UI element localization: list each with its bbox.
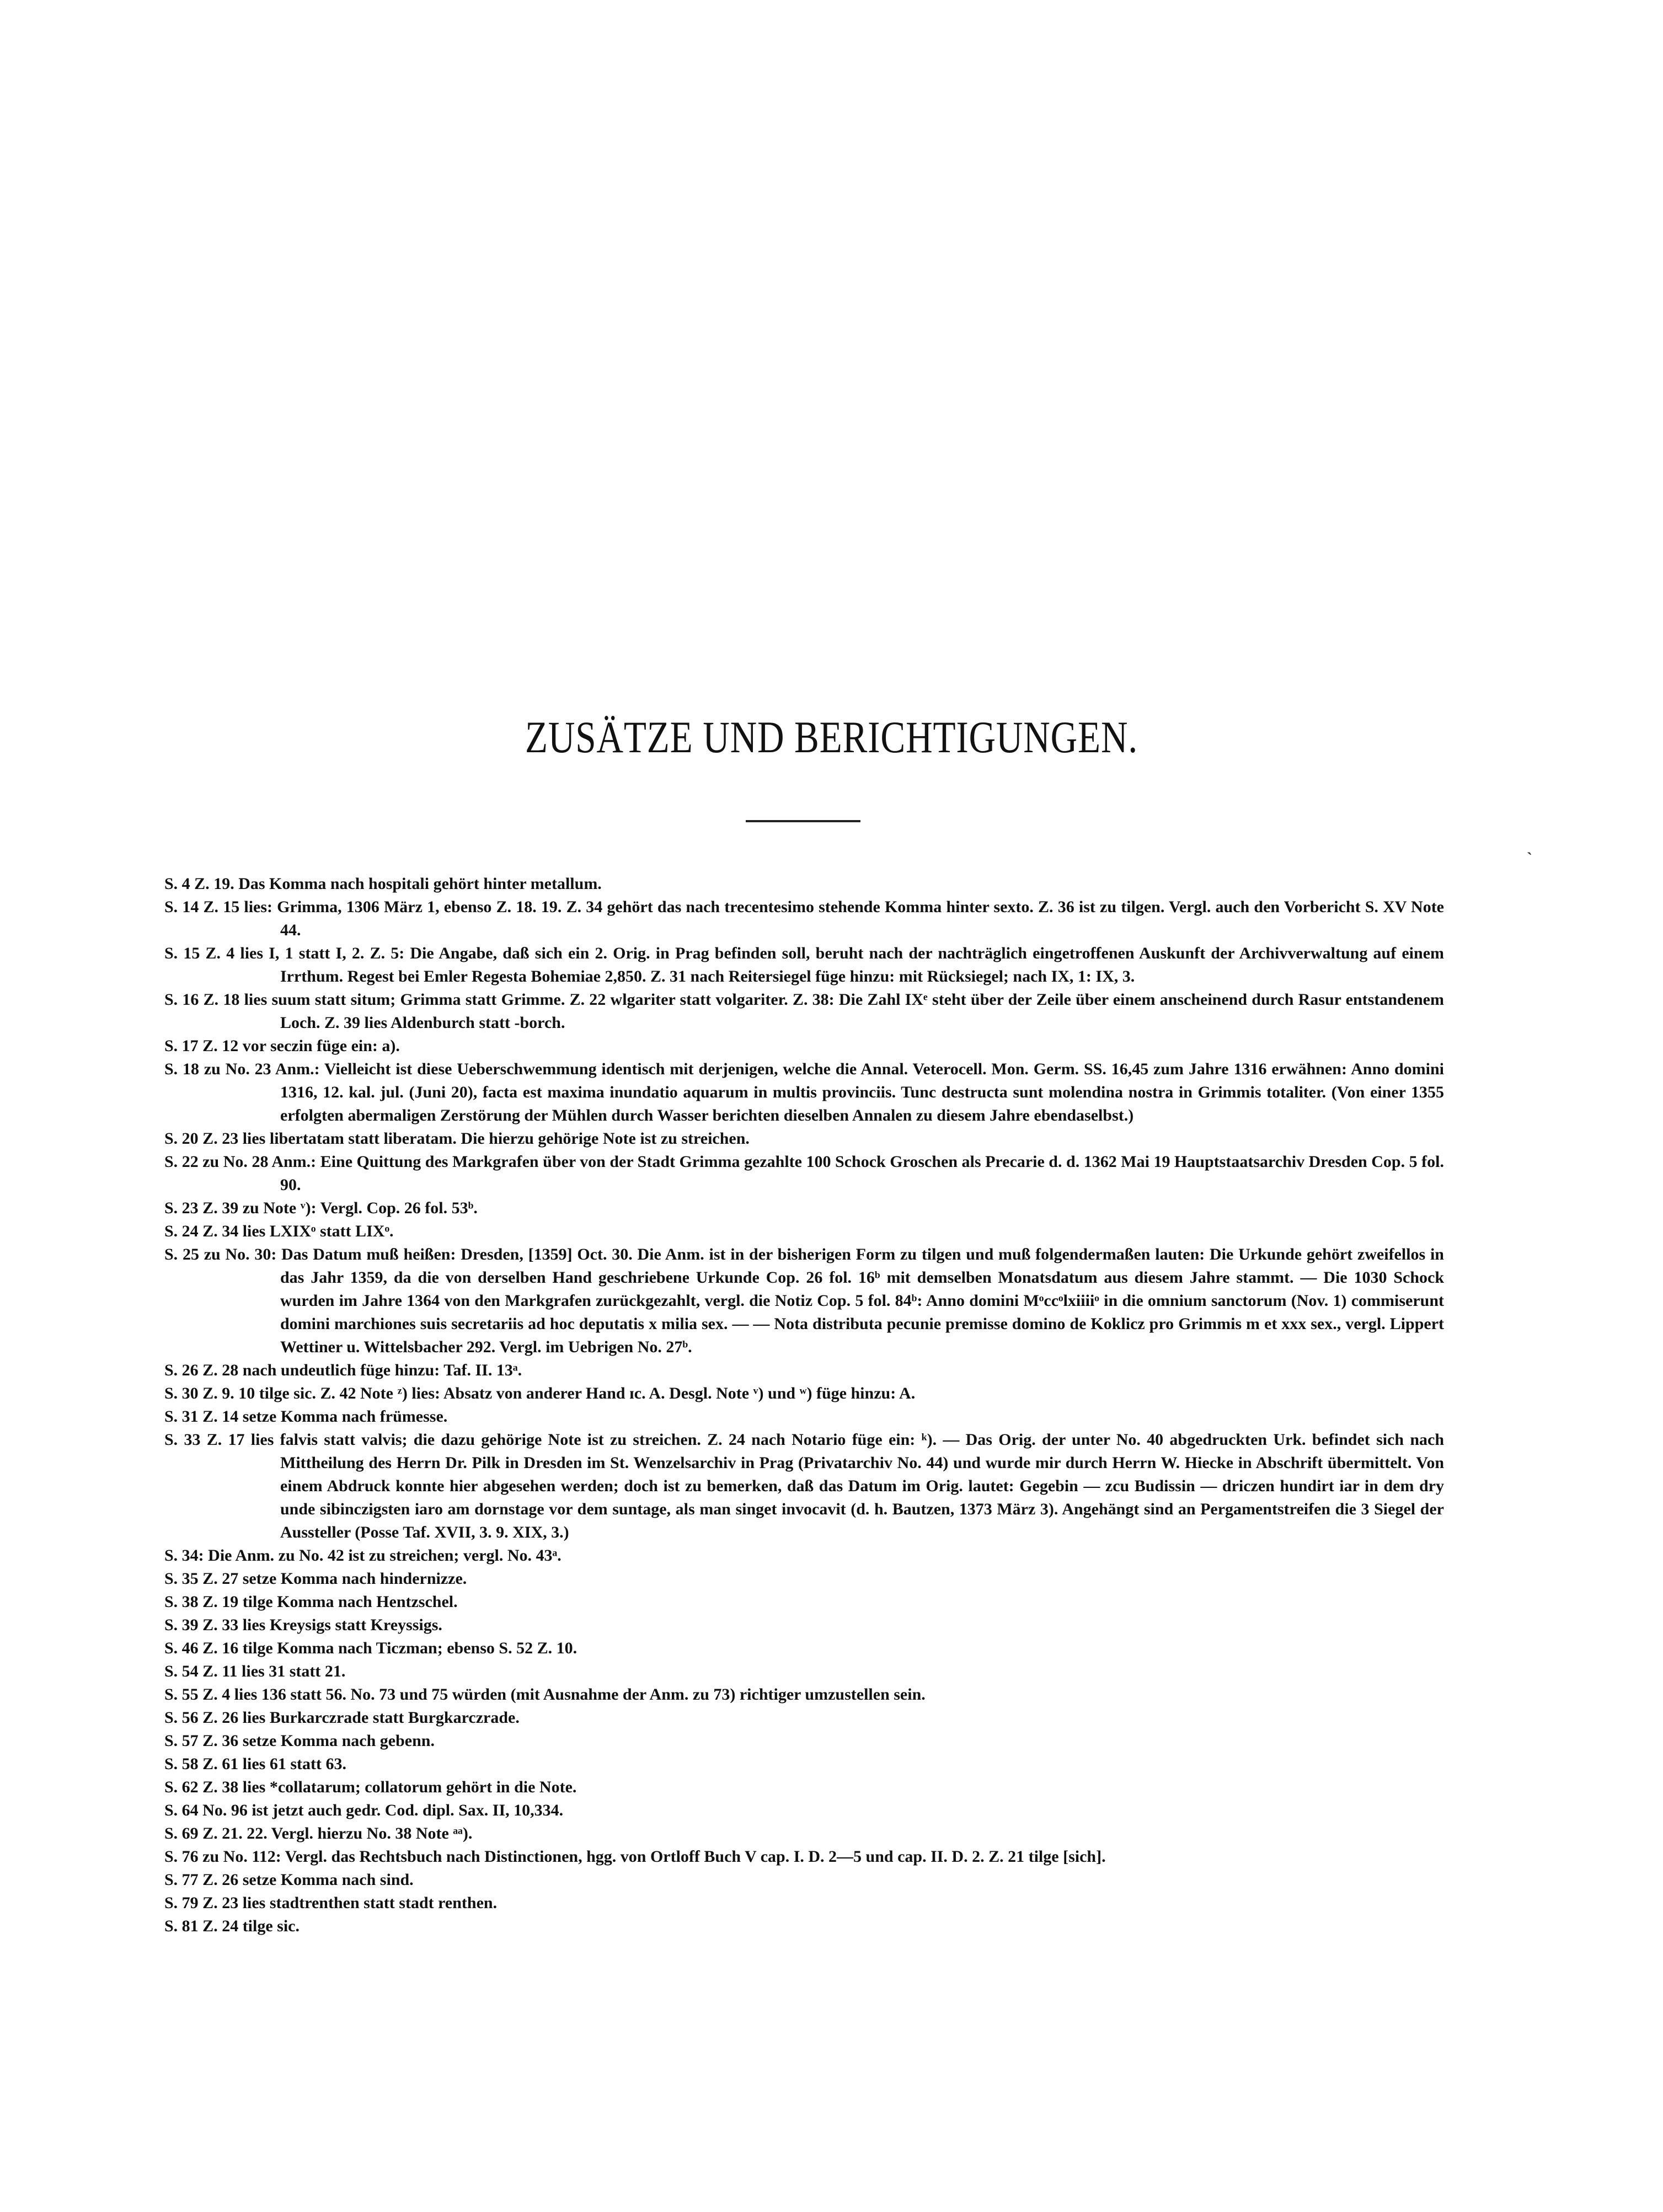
correction-entry [164, 1868, 1444, 1892]
correction-text: S. 4 Z. 19. Das Komma nach hospitali gehört hinter metallum. [164, 875, 602, 893]
correction-entry [164, 1035, 1444, 1058]
correction-text: S. 69 Z. 21. 22. Vergl. hierzu No. 38 Note ᵃᵃ). [164, 1824, 473, 1843]
correction-text: S. 58 Z. 61 lies 61 statt 63. [164, 1755, 346, 1773]
correction-entry [164, 1127, 1444, 1150]
correction-text: S. 56 Z. 26 lies Burkarczrade statt Burgkarczrade. [164, 1708, 520, 1727]
correction-entry [164, 1197, 1444, 1220]
correction-text: S. 26 Z. 28 nach undeutlich füge hinzu: Taf. II. 13ᵃ. [164, 1361, 522, 1379]
correction-text: S. 16 Z. 18 lies suum statt situm; Grimma statt Grimme. Z. 22 wlgariter statt volgariter. Z. 38: Die Zahl IXᵉ steht über der Zeile über einem anscheinend durch Rasur entstandenem Loch. Z. 39 lies Aldenburch statt -borch. [164, 990, 1444, 1032]
correction-entry [164, 1683, 1444, 1706]
correction-entry [164, 1150, 1444, 1197]
correction-entry [164, 1753, 1444, 1776]
correction-text: S. 38 Z. 19 tilge Komma nach Hentzschel. [164, 1593, 458, 1611]
correction-text: S. 15 Z. 4 lies I, 1 statt I, 2. Z. 5: Die Angabe, daß sich ein 2. Orig. in Prag befinden soll, beruht nach der nachträglich eingetroffenen Auskunft der Archivverwaltung auf einem Irrthum. Regest bei Emler Regesta Bohemiae 2,850. Z. 31 nach Reitersiegel füge hinzu: mit Rücksiegel; nach IX, 1: IX, 3. [164, 944, 1444, 986]
correction-entry [164, 896, 1444, 942]
correction-entry [164, 1892, 1444, 1915]
correction-entry [164, 942, 1444, 988]
correction-text: S. 46 Z. 16 tilge Komma nach Ticzman; ebenso S. 52 Z. 10. [164, 1639, 577, 1657]
title-divider [746, 820, 860, 822]
correction-text: S. 77 Z. 26 setze Komma nach sind. [164, 1871, 414, 1889]
correction-text: S. 30 Z. 9. 10 tilge sic. Z. 42 Note ᶻ) lies: Absatz von anderer Hand ɪc. A. Desgl. Note ᵛ) und ʷ) füge hinzu: A. [164, 1384, 916, 1402]
page-title: ZUSÄTZE UND BERICHTIGUNGEN. [525, 712, 1138, 762]
correction-entry [164, 1729, 1444, 1753]
correction-entry [164, 1544, 1444, 1567]
correction-text: S. 39 Z. 33 lies Kreysigs statt Kreyssigs. [164, 1616, 442, 1634]
correction-text: S. 25 zu No. 30: Das Datum muß heißen: Dresden, [1359] Oct. 30. Die Anm. ist in der bisherigen Form zu tilgen und muß folgendermaßen lauten: Die Urkunde gehört zweifellos in das Jahr 1359, da die von derselben Hand geschriebene Urkunde Cop. 26 fol. 16ᵇ mit demselben Monatsdatum aus diesem Jahre stammt. — Die 1030 Schock wurden im Jahre 1364 von den Markgrafen zurückgezahlt, vergl. die Notiz Cop. 5 fol. 84ᵇ: Anno domini Mᵒccᵒlxiiiiᵒ in die omnium sanctorum (Nov. 1) commiserunt domini marchiones suis secretariis ad hoc deputatis x milia sex. — — Nota distributa pecunie premisse domino de Koklicz pro Grimmis m et xxx sex., vergl. Lippert Wettiner u. Wittelsbacher 292. Vergl. im Uebrigen No. 27ᵇ. [164, 1245, 1444, 1356]
correction-text: S. 34: Die Anm. zu No. 42 ist zu streichen; vergl. No. 43ᵃ. [164, 1546, 562, 1565]
correction-entry [164, 1405, 1444, 1428]
correction-entry [164, 1822, 1444, 1845]
correction-text: S. 14 Z. 15 lies: Grimma, 1306 März 1, ebenso Z. 18. 19. Z. 34 gehört das nach trecentesimo stehende Komma hinter sexto. Z. 36 ist zu tilgen. Vergl. auch den Vorbericht S. XV Note 44. [164, 898, 1444, 939]
correction-entry [164, 1614, 1444, 1637]
correction-text: S. 20 Z. 23 lies libertatam statt liberatam. Die hierzu gehörige Note ist zu streichen. [164, 1129, 750, 1148]
correction-text: S. 55 Z. 4 lies 136 statt 56. No. 73 und 75 würden (mit Ausnahme der Anm. zu 73) richtiger umzustellen sein. [164, 1685, 926, 1704]
correction-entry [164, 872, 1444, 896]
correction-text: S. 79 Z. 23 lies stadtrenthen statt stadt renthen. [164, 1894, 498, 1912]
correction-text: S. 81 Z. 24 tilge sic. [164, 1917, 300, 1935]
correction-text: S. 23 Z. 39 zu Note ᵛ): Vergl. Cop. 26 fol. 53ᵇ. [164, 1199, 478, 1217]
scan-speck: ` [1527, 849, 1532, 867]
correction-entry [164, 1567, 1444, 1590]
correction-text: S. 64 No. 96 ist jetzt auch gedr. Cod. dipl. Sax. II, 10,334. [164, 1801, 564, 1819]
correction-text: S. 17 Z. 12 vor seczin füge ein: a). [164, 1037, 400, 1055]
correction-entry [164, 1243, 1444, 1359]
corrections-list [164, 872, 1444, 1938]
correction-entry [164, 1845, 1444, 1868]
correction-entry [164, 1706, 1444, 1729]
correction-text: S. 54 Z. 11 lies 31 statt 21. [164, 1662, 346, 1680]
correction-entry [164, 1428, 1444, 1544]
correction-entry [164, 1382, 1444, 1405]
correction-text: S. 62 Z. 38 lies *collatarum; collatorum gehört in die Note. [164, 1778, 577, 1796]
correction-text: S. 33 Z. 17 lies falvis statt valvis; die dazu gehörige Note ist zu streichen. Z. 24 nach Notario füge ein: ᵏ). — Das Orig. der unter No. 40 abgedruckten Urk. befindet sich nach Mittheilung des Herrn Dr. Pilk in Dresden im St. Wenzelsarchiv in Prag (Privatarchiv No. 44) und wurde mir durch Herrn W. Hiecke in Abschrift übermittelt. Von einem Abdruck konnte hier abgesehen werden; doch ist zu bemerken, daß das Datum im Orig. lautet: Gegebin — zcu Budissin — driczen hundirt iar in dem dry unde sibinczigsten iaro am dornstage vor dem suntage, als man singet invocavit (d. h. Bautzen, 1373 März 3). Angehängt sind an Pergamentstreifen die 3 Siegel der Aussteller (Posse Taf. XVII, 3. 9. XIX, 3.) [164, 1431, 1444, 1541]
correction-entry [164, 1359, 1444, 1382]
correction-entry [164, 1220, 1444, 1243]
correction-text: S. 24 Z. 34 lies LXIXᵒ statt LIXᵒ. [164, 1222, 394, 1240]
correction-text: S. 18 zu No. 23 Anm.: Vielleicht ist diese Ueberschwemmung identisch mit derjenigen, welche die Annal. Veterocell. Mon. Germ. SS. 16,45 zum Jahre 1316 erwähnen: Anno domini 1316, 12. kal. jul. (Juni 20), facta est maxima inundatio aquarum in multis provinciis. Tunc destructa sunt molendina nostra in Grimmis totaliter. (Von einer 1355 erfolgten abermaligen Zerstörung der Mühlen durch Wasser berichten dieselben Annalen zu diesem Jahre ebendaselbst.) [164, 1060, 1444, 1124]
correction-entry [164, 1637, 1444, 1660]
correction-entry [164, 1915, 1444, 1938]
correction-entry [164, 1799, 1444, 1822]
correction-text: S. 76 zu No. 112: Vergl. das Rechtsbuch nach Distinctionen, hgg. von Ortloff Buch V cap. I. D. 2—5 und cap. II. D. 2. Z. 21 tilge [sich]. [164, 1847, 1106, 1866]
correction-entry [164, 1776, 1444, 1799]
correction-text: S. 22 zu No. 28 Anm.: Eine Quittung des Markgrafen über von der Stadt Grimma gezahlte 100 Schock Groschen als Precarie d. d. 1362 Mai 19 Hauptstaatsarchiv Dresden Cop. 5 fol. 90. [164, 1153, 1444, 1194]
correction-text: S. 31 Z. 14 setze Komma nach frümesse. [164, 1407, 448, 1426]
correction-text: S. 57 Z. 36 setze Komma nach gebenn. [164, 1732, 435, 1750]
correction-entry [164, 1058, 1444, 1127]
correction-entry [164, 988, 1444, 1035]
correction-entry [164, 1660, 1444, 1683]
correction-entry [164, 1590, 1444, 1614]
correction-text: S. 35 Z. 27 setze Komma nach hindernizze. [164, 1570, 467, 1588]
